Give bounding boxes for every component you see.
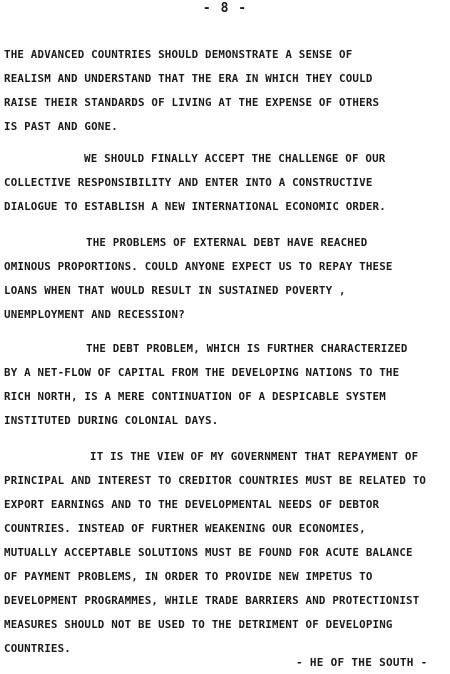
text-line: DIALOGUE TO ESTABLISH A NEW INTERNATIONAL ECONOMIC ORDER. — [4, 200, 386, 213]
text-line: OF PAYMENT PROBLEMS, IN ORDER TO PROVIDE NEW IMPETUS TO — [4, 570, 373, 583]
text-line: COUNTRIES. — [4, 642, 72, 655]
text-line: DEVELOPMENT PROGRAMMES, WHILE TRADE BARRIERS AND PROTECTIONIST — [4, 594, 420, 607]
text-line: EXPORT EARNINGS AND TO THE DEVELOPMENTAL NEEDS OF DEBTOR — [4, 498, 380, 511]
text-line: IT IS THE VIEW OF MY GOVERNMENT THAT REPAYMENT OF — [90, 450, 419, 463]
text-line: INSTITUTED DURING COLONIAL DAYS. — [4, 414, 219, 427]
text-line: LOANS WHEN THAT WOULD RESULT IN SUSTAINED POVERTY , — [4, 284, 346, 297]
text-line: UNEMPLOYMENT AND RECESSION? — [4, 308, 185, 321]
text-line: COLLECTIVE RESPONSIBILITY AND ENTER INTO A CONSTRUCTIVE — [4, 176, 373, 189]
text-line: REALISM AND UNDERSTAND THAT THE ERA IN WHICH THEY COULD — [4, 72, 373, 85]
text-line: COUNTRIES. INSTEAD OF FURTHER WEAKENING OUR ECONOMIES, — [4, 522, 366, 535]
text-line: IS PAST AND GONE. — [4, 120, 118, 133]
text-line: MUTUALLY ACCEPTABLE SOLUTIONS MUST BE FOUND FOR ACUTE BALANCE — [4, 546, 413, 559]
text-line: THE PROBLEMS OF EXTERNAL DEBT HAVE REACHED — [86, 236, 368, 249]
text-line: PRINCIPAL AND INTEREST TO CREDITOR COUNTRIES MUST BE RELATED TO — [4, 474, 427, 487]
page-number: - 8 - — [202, 1, 248, 16]
text-line: THE DEBT PROBLEM, WHICH IS FURTHER CHARACTERIZED — [86, 342, 408, 355]
text-line: BY A NET-FLOW OF CAPITAL FROM THE DEVELOPING NATIONS TO THE — [4, 366, 400, 379]
text-line: THE ADVANCED COUNTRIES SHOULD DEMONSTRATE A SENSE OF — [4, 48, 353, 61]
text-line: MEASURES SHOULD NOT BE USED TO THE DETRIMENT OF DEVELOPING — [4, 618, 393, 631]
text-line: RICH NORTH, IS A MERE CONTINUATION OF A DESPICABLE SYSTEM — [4, 390, 386, 403]
text-line: WE SHOULD FINALLY ACCEPT THE CHALLENGE OF OUR — [84, 152, 386, 165]
text-line: OMINOUS PROPORTIONS. COULD ANYONE EXPECT US TO REPAY THESE — [4, 260, 393, 273]
page-footer: - HE OF THE SOUTH - — [296, 656, 428, 669]
text-line: RAISE THEIR STANDARDS OF LIVING AT THE EXPENSE OF OTHERS — [4, 96, 380, 109]
